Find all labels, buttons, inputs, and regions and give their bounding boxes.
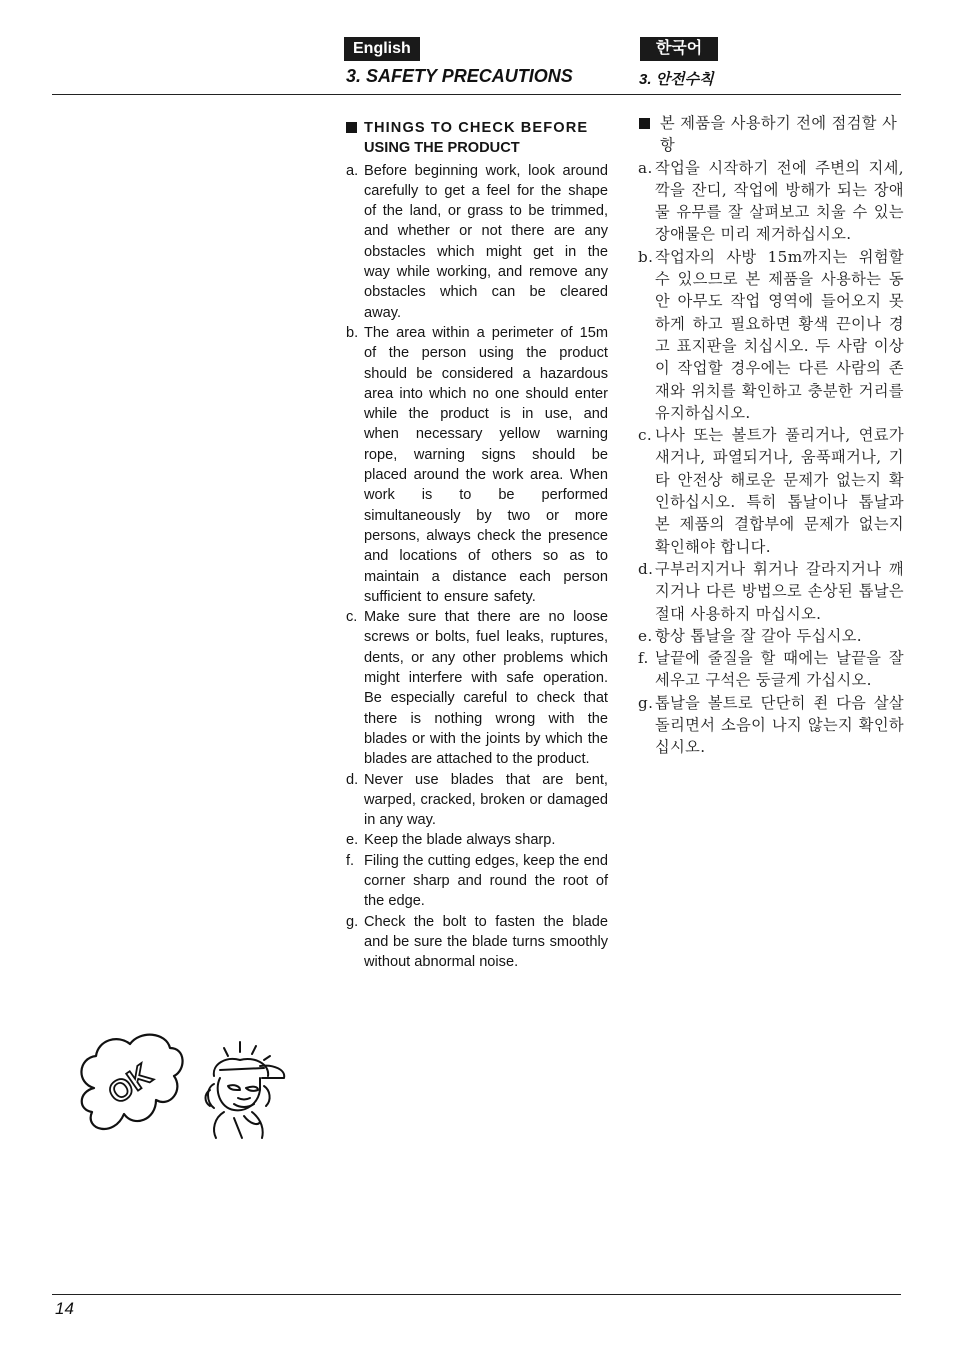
english-heading-line1: THINGS TO CHECK BEFORE xyxy=(364,120,589,136)
item-text: Filing the cutting edges, keep the end corner sharp and round the root of the edge. xyxy=(364,852,608,910)
korean-heading xyxy=(638,112,904,157)
english-heading-line2: USING THE PRODUCT xyxy=(364,140,520,157)
english-item-c xyxy=(346,607,608,769)
ok-bubble-text: OK xyxy=(102,1057,159,1111)
korean-item-e xyxy=(638,625,904,647)
korean-heading-text: 본 제품을 사용하기 전에 점검할 사항 xyxy=(660,114,898,155)
item-letter: e. xyxy=(346,832,359,849)
item-text: Keep the blade always sharp. xyxy=(364,832,556,849)
english-item-a xyxy=(346,161,608,323)
footer-divider xyxy=(52,1294,901,1295)
item-text: Never use blades that are bent, warped, cracked, broken or damaged in any way. xyxy=(364,771,608,829)
english-heading xyxy=(346,118,608,159)
page-number: 14 xyxy=(55,1299,74,1318)
item-letter: b. xyxy=(346,324,359,341)
korean-item-g xyxy=(638,692,904,759)
section-title-english: 3. SAFETY PRECAUTIONS xyxy=(346,66,573,86)
item-letter: a. xyxy=(346,162,359,179)
item-letter: c. xyxy=(346,609,358,626)
english-item-g xyxy=(346,912,608,973)
item-text: Check the bolt to fasten the blade and be sure the blade turns smoothly without abnormal noise. xyxy=(364,913,608,971)
item-text: The area within a perimeter of 15m of the person using the product should be considered a hazardous area into which no one should enter while the product is in use, and when necessary yellow warning rope, warning signs should be placed around the work area. When work is to be performed simultaneously by two or more persons, always check the presence and locations of others so as to maintain a distance each person sufficient to ensure safety. xyxy=(364,324,608,605)
item-letter: d. xyxy=(638,559,654,578)
item-letter: e. xyxy=(638,626,653,645)
item-text: 구부러지거나 휘거나 갈라지거나 깨지거나 다른 방법으로 손상된 톱날은 절대 사용하지 마십시오. xyxy=(655,559,904,623)
item-text: 톱날을 볼트로 단단히 죈 다음 살살 돌리면서 소음이 나지 않는지 확인하십시오. xyxy=(655,693,904,757)
english-item-d xyxy=(346,770,608,831)
item-letter: f. xyxy=(638,649,649,668)
operator-figure-icon xyxy=(206,1042,285,1138)
item-letter: d. xyxy=(346,771,359,788)
item-text: Make sure that there are no loose screws or bolts, fuel leaks, ruptures, dents, or any other problems which might interfere with safe operation. Be especially careful to check that there is nothing wrong with the blades or with the joints by which the blades are attached to the product. xyxy=(364,609,608,768)
english-item-f xyxy=(346,851,608,912)
language-tab-english: English xyxy=(344,37,420,61)
item-text: 나사 또는 볼트가 풀리거나, 연료가 새거나, 파열되거나, 움푹패거나, 기타 안전상 해로운 문제가 없는지 확인하십시오. 특히 톱날이나 톱날과 본 제품의 결합부에 문제가 없는지 확인해야 합니다. xyxy=(655,426,904,556)
square-bullet-icon xyxy=(639,118,650,129)
ok-operator-illustration xyxy=(74,1028,294,1143)
header-divider xyxy=(52,94,901,95)
korean-item-f xyxy=(638,647,904,692)
item-letter: a. xyxy=(638,158,653,177)
item-text: 작업자의 사방 15m까지는 위험할 수 있으므로 본 제품을 사용하는 동안 아무도 작업 영역에 들어오지 못하게 하고 필요하면 황색 끈이나 경고 표지판을 치십시오. 두 사람 이상이 작업할 경우에는 다른 사람의 존재와 위치를 확인하고 충분한 거리를 유지하십시오. xyxy=(655,247,904,422)
korean-item-c xyxy=(638,424,904,558)
korean-item-d xyxy=(638,558,904,625)
korean-item-b xyxy=(638,246,904,424)
item-text: 작업을 시작하기 전에 주변의 지세, 깍을 잔디, 작업에 방해가 되는 장애물 유무를 잘 살펴보고 치울 수 있는 장애물은 미리 제거하십시오. xyxy=(655,158,904,244)
english-column xyxy=(346,118,608,972)
item-letter: b. xyxy=(638,247,654,266)
item-letter: c. xyxy=(638,426,653,445)
korean-item-a xyxy=(638,157,904,246)
english-item-b xyxy=(346,323,608,607)
item-letter: f. xyxy=(346,852,355,869)
korean-column xyxy=(638,112,904,759)
item-letter: g. xyxy=(638,693,654,712)
item-text: 항상 톱날을 잘 갈아 두십시오. xyxy=(655,626,862,645)
language-tab-korean: 한국어 xyxy=(640,37,718,61)
item-letter: g. xyxy=(346,913,359,930)
item-text: 날끝에 줄질을 할 때에는 날끝을 잘 세우고 구석은 둥글게 가십시오. xyxy=(655,649,904,690)
square-bullet-icon xyxy=(346,122,357,133)
section-title-korean: 3. 안전수칙 xyxy=(639,71,714,88)
item-text: Before beginning work, look around carefully to get a feel for the shape of the land, or grass to be trimmed, and whether or not there are any obstacles which might get in the way while working, and remove any obstacles which can be cleared away. xyxy=(364,162,608,321)
english-item-e xyxy=(346,830,608,850)
